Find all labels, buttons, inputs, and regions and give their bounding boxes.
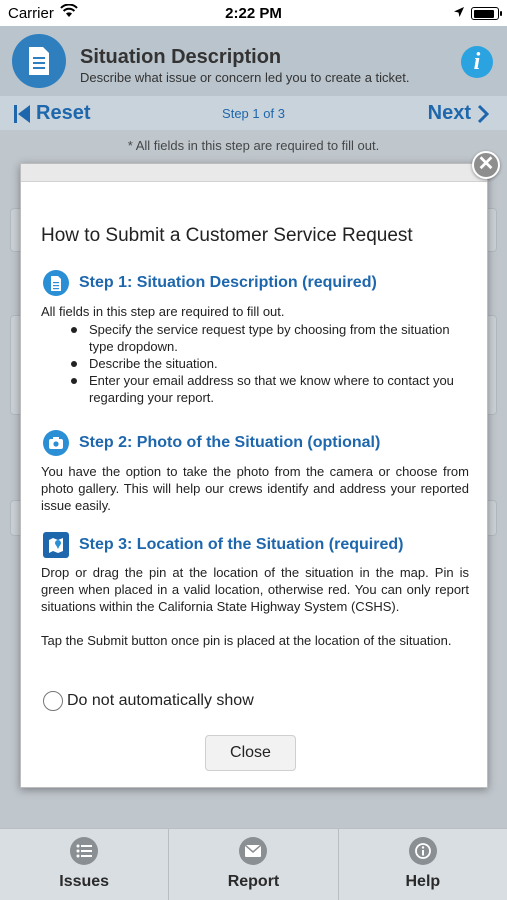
tab-issues[interactable] xyxy=(0,829,169,900)
tab-label: Help xyxy=(405,873,441,890)
step-navigation xyxy=(0,96,507,130)
dialog-title: How to Submit a Customer Service Request xyxy=(41,225,413,246)
required-note: * All fields in this step are required to fill out. xyxy=(127,138,380,153)
dialog-top-strip xyxy=(21,164,487,182)
step1-intro: All fields in this step are required to fill out. xyxy=(41,304,285,319)
step-indicator: Step 1 of 3 xyxy=(222,106,285,121)
list-icon xyxy=(70,837,98,865)
step2-title: Step 2: Photo of the Situation (optional) xyxy=(79,434,381,451)
tab-label: Issues xyxy=(59,873,110,890)
tab-help[interactable] xyxy=(339,829,507,900)
step2-text: You have the option to take the photo from the camera or choose from photo gallery. This will help our crews identify and address your reported issue easily. xyxy=(41,464,469,513)
document-icon xyxy=(43,270,69,296)
clock: 2:22 PM xyxy=(225,5,282,22)
auto-show-checkbox-label: Do not automatically show xyxy=(67,692,254,709)
envelope-icon xyxy=(239,837,267,865)
reset-label: Reset xyxy=(36,102,91,124)
close-icon[interactable]: ✕ xyxy=(472,151,500,179)
document-icon xyxy=(12,34,66,88)
info-icon[interactable]: i xyxy=(461,46,493,78)
map-pin-icon xyxy=(43,532,69,558)
step3-text: Drop or drag the pin at the location of the situation in the map. Pin is green when placed in a valid location, otherwise red. You can only report situations within the California State Highway System (CSHS). xyxy=(41,565,469,614)
carrier-label: Carrier xyxy=(8,5,54,22)
next-button[interactable] xyxy=(428,102,489,125)
step3-heading xyxy=(43,532,403,558)
next-label: Next xyxy=(427,102,471,124)
camera-icon xyxy=(43,430,69,456)
step1-bullet-list xyxy=(69,321,469,406)
page-title: Situation Description xyxy=(80,46,282,68)
list-item: Specify the service request type by choosing from the situation type dropdown. xyxy=(69,321,469,355)
info-icon xyxy=(409,837,437,865)
battery-icon xyxy=(471,7,499,20)
auto-show-checkbox-row[interactable] xyxy=(43,691,254,711)
tab-bar xyxy=(0,828,507,900)
auto-show-checkbox[interactable] xyxy=(43,691,63,711)
chevron-right-icon xyxy=(477,104,489,124)
list-item: Enter your email address so that we know where to contact you regarding your report. xyxy=(69,372,469,406)
tab-report[interactable] xyxy=(169,829,338,900)
page-subtitle: Describe what issue or concern led you to create a ticket. xyxy=(80,70,410,85)
list-item: Describe the situation. xyxy=(69,355,469,372)
tab-label: Report xyxy=(227,873,280,890)
location-arrow-icon xyxy=(453,5,465,22)
step3-title: Step 3: Location of the Situation (required) xyxy=(79,536,404,553)
step1-title: Step 1: Situation Description (required) xyxy=(79,274,377,291)
close-button[interactable]: Close xyxy=(205,735,296,771)
step1-heading xyxy=(43,270,377,296)
step2-heading xyxy=(43,430,380,456)
page-header xyxy=(0,26,507,96)
help-dialog xyxy=(20,163,488,788)
step3-submit-note: Tap the Submit button once pin is placed at the location of the situation. xyxy=(41,633,452,648)
status-bar xyxy=(0,0,507,26)
